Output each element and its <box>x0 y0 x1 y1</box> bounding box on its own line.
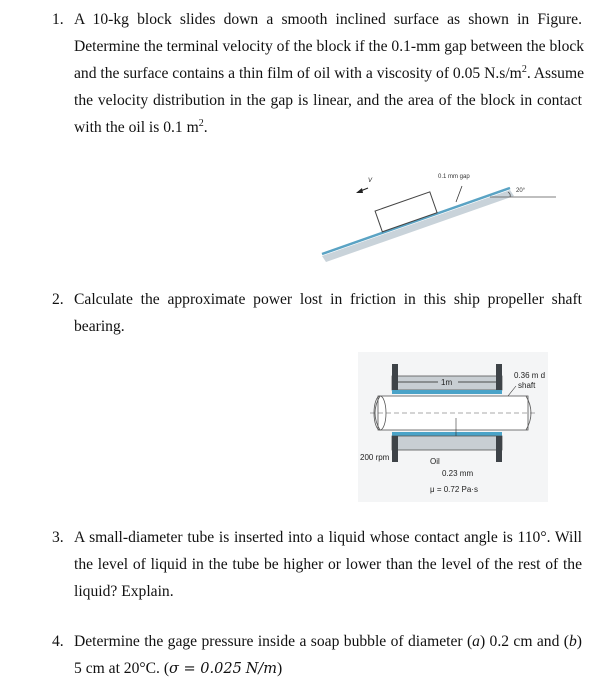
lower-oil-film <box>392 432 502 436</box>
text-line: the velocity distribution in the gap is linear, and the area of the block in contact <box>74 92 582 109</box>
arrow-head-icon <box>356 188 363 193</box>
upper-right-flange <box>496 364 502 390</box>
rpm-label: 200 rpm <box>360 453 390 462</box>
viscosity-label: μ = 0.72 Pa·s <box>430 485 478 494</box>
text-line: with the oil is 0.1 $m^2$. <box>74 117 208 136</box>
question-text <box>74 524 582 605</box>
velocity-label: V <box>368 178 373 184</box>
angle-label: 20° <box>516 188 526 194</box>
lower-right-flange <box>496 436 502 462</box>
question-number: 2. <box>52 291 64 308</box>
inclined-plane-figure <box>320 168 590 268</box>
text-line: bearing. <box>74 318 125 335</box>
unit: N/m <box>245 661 278 677</box>
upper-oil-film <box>392 390 502 394</box>
text-line: A small-diameter tube is inserted into a liquid whose contact angle is 110°. Will <box>74 529 582 546</box>
question-number: 3. <box>52 529 64 546</box>
lower-left-flange <box>392 436 398 462</box>
lower-bearing-housing <box>392 436 502 450</box>
question-number: 1. <box>52 11 64 28</box>
text-line: and the surface contains a thin film of oil with a viscosity of 0.05 $N.s/m^2$. Assume <box>74 63 584 82</box>
text-line: Determine the terminal velocity of the block if the 0.1-mm gap between the block <box>74 38 585 55</box>
text-line: A 10-kg block slides down a smooth inclined surface as shown in Figure. <box>74 11 582 28</box>
bearing-figure <box>358 352 548 502</box>
shaft-label: shaft <box>518 381 536 390</box>
surface-tension-value: σ = 0.025 <box>169 661 242 677</box>
question-number: 4. <box>52 633 64 650</box>
text-line: liquid? Explain. <box>74 583 174 600</box>
gap-leader-line <box>456 186 462 202</box>
question-text <box>74 6 585 141</box>
question-text <box>74 628 582 683</box>
text-line: Determine the gage pressure inside a soap bubble of diameter (a) 0.2 cm and (b) <box>74 633 582 650</box>
oil-label: Oil <box>430 457 440 466</box>
text-line: Calculate the approximate power lost in friction in this ship propeller shaft <box>74 291 582 308</box>
length-label: 1m <box>441 378 453 387</box>
gap-label: 0.23 mm <box>442 469 474 478</box>
shaft-diameter-label: 0.36 m d <box>514 371 546 380</box>
upper-left-flange <box>392 364 398 390</box>
gap-label: 0.1 mm gap <box>438 174 470 180</box>
question-text <box>74 286 582 340</box>
text-line: 5 cm at 20°C. (σ = 0.025 N/m) <box>74 660 283 677</box>
text-line: the level of liquid in the tube be higher or lower than the level of the rest of the <box>74 556 582 573</box>
